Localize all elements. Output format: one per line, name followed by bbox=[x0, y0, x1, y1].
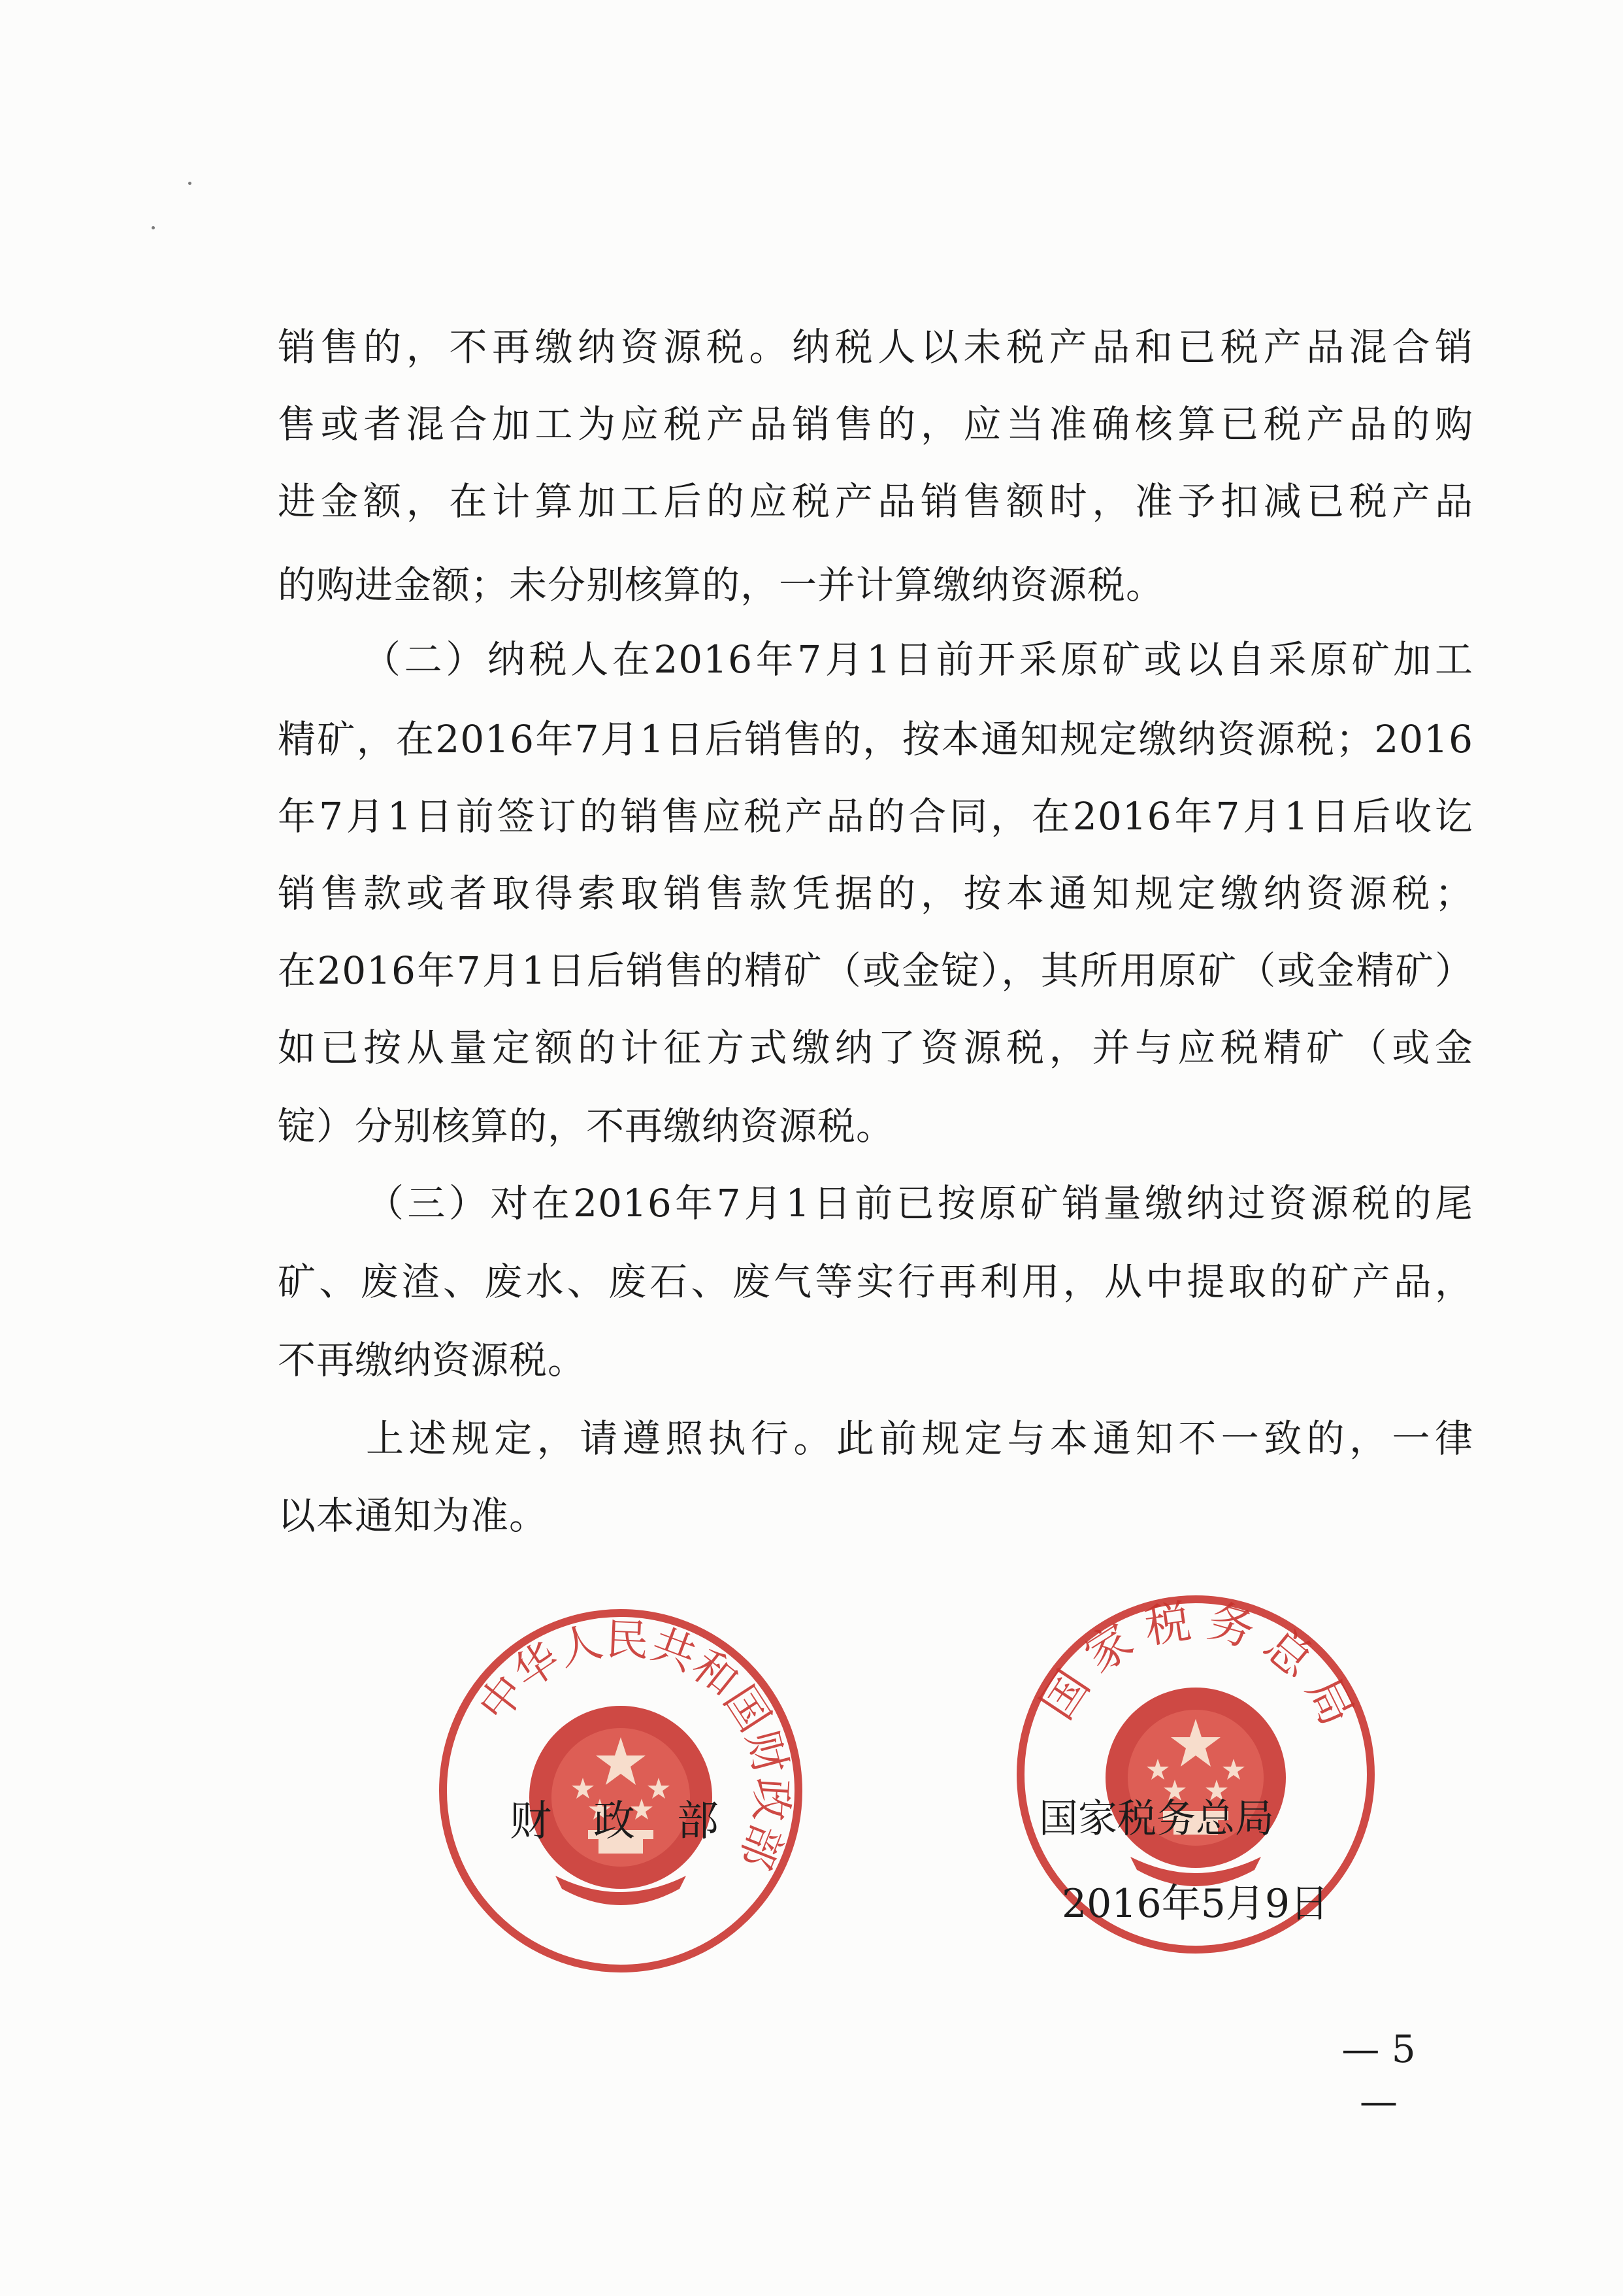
body-line: 进金额，在计算加工后的应税产品销售额时，准予扣减已税产品 bbox=[278, 479, 1473, 524]
seal-ring-text: 国家税务总局 bbox=[1030, 1592, 1370, 1744]
body-line: 上述规定，请遵照执行。此前规定与本通知不一致的，一律 bbox=[366, 1416, 1473, 1461]
body-line: 锭）分别核算的，不再缴纳资源税。 bbox=[278, 1104, 895, 1148]
body-line: 销售款或者取得索取销售款凭据的，按本通知规定缴纳资源税； bbox=[278, 871, 1473, 916]
signing-date: 2016年5月9日 bbox=[1062, 1881, 1330, 1927]
body-line: 精矿，在2016年7月1日后销售的，按本通知规定缴纳资源税；2016 bbox=[278, 717, 1473, 761]
scan-speck bbox=[188, 182, 191, 185]
body-line: 年7月1日前签订的销售应税产品的合同，在2016年7月1日后收讫 bbox=[278, 794, 1473, 839]
body-line: 如已按从量定额的计征方式缴纳了资源税，并与应税精矿（或金 bbox=[278, 1025, 1473, 1070]
body-line: （二）纳税人在2016年7月1日前开采原矿或以自采原矿加工 bbox=[363, 637, 1473, 682]
signatory-ministry-of-finance: 财 政 部 bbox=[510, 1797, 719, 1846]
body-line: （三）对在2016年7月1日前已按原矿销量缴纳过资源税的尾 bbox=[366, 1181, 1473, 1225]
body-line: 售或者混合加工为应税产品销售的，应当准确核算已税产品的购 bbox=[278, 402, 1473, 446]
scan-speck bbox=[152, 226, 155, 229]
body-line: 不再缴纳资源税。 bbox=[278, 1338, 587, 1382]
body-line: 的购进金额；未分别核算的，一并计算缴纳资源税。 bbox=[278, 563, 1165, 607]
page-number: — 5 — bbox=[1341, 2027, 1416, 2123]
body-line: 矿、废渣、废水、废石、废气等实行再利用，从中提取的矿产品， bbox=[278, 1259, 1473, 1304]
body-line: 以本通知为准。 bbox=[278, 1493, 548, 1538]
seal-ring-text: 中华人民共和国财政部 bbox=[468, 1614, 798, 1876]
body-line: 在2016年7月1日后销售的精矿（或金锭），其所用原矿（或金精矿） bbox=[278, 948, 1473, 993]
signatory-tax-administration: 国家税务总局 bbox=[1039, 1796, 1274, 1842]
national-emblem-icon bbox=[1106, 1688, 1286, 1886]
body-line: 销售的，不再缴纳资源税。纳税人以未税产品和已税产品混合销 bbox=[278, 325, 1473, 369]
